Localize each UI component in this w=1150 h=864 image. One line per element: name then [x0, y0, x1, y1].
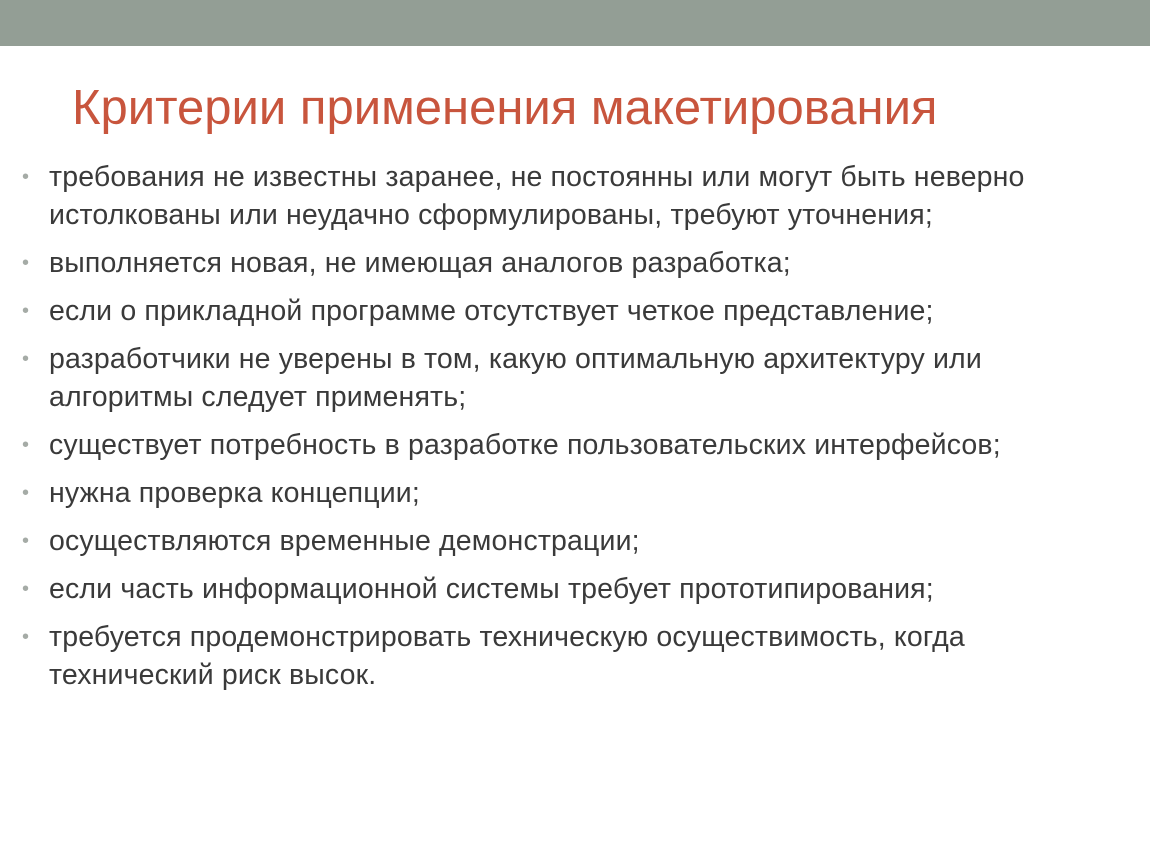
bullet-text: осуществляются временные демонстрации; — [49, 525, 640, 557]
bullet-dot-icon: • — [22, 482, 30, 504]
slide-title: Критерии применения макетирования — [72, 81, 938, 135]
bullet-item — [22, 474, 1132, 512]
bullet-item — [22, 158, 1132, 234]
bullet-item — [22, 522, 1132, 560]
bullet-dot-icon: • — [22, 626, 30, 648]
bullet-dot-icon: • — [22, 300, 30, 322]
bullet-dot-icon: • — [22, 252, 30, 274]
bullet-dot-icon: • — [22, 166, 30, 188]
bullet-item — [22, 426, 1132, 464]
bullet-item — [22, 292, 1132, 330]
bullet-text: нужна проверка концепции; — [49, 477, 420, 509]
bullet-list — [22, 158, 1132, 704]
bullet-item — [22, 244, 1132, 282]
bullet-item — [22, 570, 1132, 608]
bullet-text: разработчики не уверены в том, какую оптимальную архитектуру или алгоритмы следует применять; — [49, 343, 982, 413]
bullet-dot-icon: • — [22, 348, 30, 370]
bullet-dot-icon: • — [22, 434, 30, 456]
bullet-text: если о прикладной программе отсутствует четкое представление; — [49, 295, 934, 327]
bullet-dot-icon: • — [22, 530, 30, 552]
top-accent-bar — [0, 0, 1150, 46]
bullet-item — [22, 618, 1132, 694]
bullet-text: требуется продемонстрировать техническую осуществимость, когда технический риск высок. — [49, 621, 965, 691]
bullet-dot-icon: • — [22, 578, 30, 600]
bullet-item — [22, 340, 1132, 416]
bullet-text: если часть информационной системы требует прототипирования; — [49, 573, 934, 605]
bullet-text: выполняется новая, не имеющая аналогов разработка; — [49, 247, 791, 279]
bullet-text: требования не известны заранее, не постоянны или могут быть неверно истолкованы или неудачно сформулированы, требуют уточнения; — [49, 161, 1025, 231]
bullet-text: существует потребность в разработке пользовательских интерфейсов; — [49, 429, 1001, 461]
